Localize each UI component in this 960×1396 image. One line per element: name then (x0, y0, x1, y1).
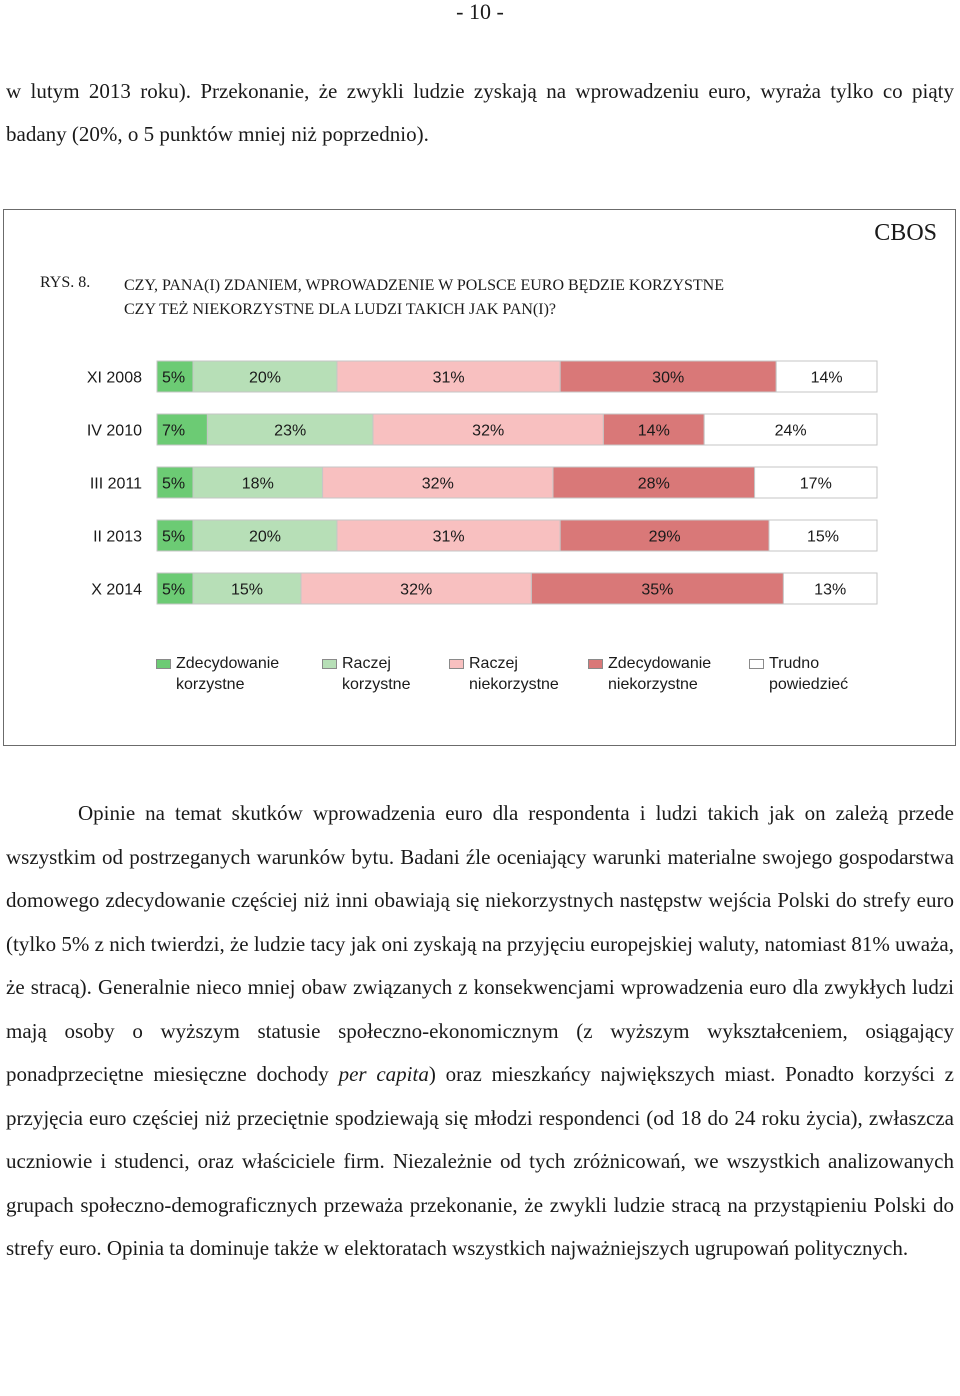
body-paragraph (6, 792, 954, 1271)
bar-value-label: 5% (162, 475, 186, 493)
legend-label-line-1: Trudno (769, 655, 820, 672)
legend-item (156, 653, 279, 695)
body-paragraph-text: Opinie na temat skutków wprowadzenia euro dla respondenta i ludzi takich jak on zależą przede wszystkim od postrzeganych warunków bytu. Badani źle oceniający warunki materialne swojego gospodarstwa domowego zdecydowanie częściej niż inni obawiają się niekorzystnych następstw wejścia Polski do strefy euro (tylko 5% z nich twierdzi, że ludzie tacy jak oni zyskają na przyjęciu europejskiej waluty, natomiast 81% uważa, że stracą). Generalnie nieco mniej obaw związanych z konsekwencjami wprowadzenia euro dla zwykłych ludzi mają osoby o wyższym statusie społeczno-ekonomicznym (z wyższym wykształceniem, osiągający ponadprzeciętne miesięczne dochody (6, 801, 954, 1086)
bar-value-label: 5% (162, 581, 186, 599)
category-label: XI 2008 (86, 369, 142, 387)
bar-value-label: 31% (432, 369, 465, 387)
bar-value-label: 20% (248, 369, 282, 387)
body-paragraph-end: ) oraz mieszkańcy największych miast. Ponadto korzyści z przyjęcia euro częściej niż przeciętnie spodziewają się młodzi respondenci (od 18 do 24 roku życia), zwłaszcza uczniowie i studenci, oraz właściciele firm. Niezależnie od tych zróżnicowań, we wszystkich analizowanych grupach społeczno-demograficznych przeważa przekonanie, że zwykli ludzie stracą na przystąpieniu Polski do strefy euro. Opinia ta dominuje także w elektoratach wszystkich najważniejszych ugrupowań politycznych. (6, 1062, 955, 1260)
bar-value-label: 20% (248, 528, 282, 546)
legend-swatch (588, 659, 603, 669)
bar-value-label: 23% (274, 422, 307, 440)
bar-value-label: 5% (162, 528, 186, 546)
category-label: II 2013 (93, 528, 142, 546)
bar-value-label: 35% (641, 581, 674, 599)
figure-title-line-2: CZY TEŻ NIEKORZYSTNE DLA LUDZI TAKICH JAK PAN(I)? (124, 301, 557, 318)
category-label: X 2014 (91, 581, 142, 599)
legend-swatch (322, 659, 337, 669)
body-italic: per capita (338, 1062, 429, 1086)
category-label: III 2011 (89, 475, 142, 493)
legend-swatch (449, 659, 464, 669)
bar-value-label: 24% (774, 422, 807, 440)
bar-value-label: 31% (432, 528, 465, 546)
bar-value-label: 13% (814, 581, 847, 599)
bar-value-label: 17% (799, 475, 832, 493)
bar-value-label: 29% (648, 528, 681, 546)
bar-value-label: 32% (421, 475, 454, 493)
figure-frame (3, 209, 956, 746)
bar-value-label: 30% (652, 369, 685, 387)
legend-label-line-2: powiedzieć (769, 676, 849, 693)
legend-item (749, 653, 848, 695)
legend-label-line-1: Zdecydowanie (608, 655, 712, 672)
legend-label-line-2: niekorzystne (469, 676, 559, 693)
legend-item (588, 653, 711, 695)
intro-paragraph: w lutym 2013 roku). Przekonanie, że zwykli ludzie zyskają na wprowadzeniu euro, wyraża tylko co piąty badany (20%, o 5 punktów mniej niż poprzednio). (6, 79, 954, 146)
bar-value-label: 18% (241, 475, 274, 493)
legend-label-line-2: korzystne (176, 676, 245, 693)
bar-value-label: 7% (162, 422, 186, 440)
legend-label-line-2: korzystne (342, 676, 411, 693)
legend-label-line-1: Zdecydowanie (176, 655, 280, 672)
chart-legend (156, 653, 916, 701)
page-number: - 10 - (456, 0, 504, 24)
bar-value-label: 14% (810, 369, 843, 387)
legend-swatch (749, 659, 764, 669)
figure-number: RYS. 8. (40, 274, 91, 291)
bar-value-label: 5% (162, 369, 186, 387)
legend-item (449, 653, 559, 695)
bar-value-label: 28% (637, 475, 670, 493)
bar-value-label: 15% (806, 528, 840, 546)
legend-label-line-2: niekorzystne (608, 676, 698, 693)
source-label: CBOS (874, 220, 937, 246)
stacked-bar-chart (4, 210, 954, 650)
bar-value-label: 32% (400, 581, 433, 599)
category-label: IV 2010 (86, 422, 142, 440)
bar-value-label: 15% (230, 581, 264, 599)
legend-label-line-1: Raczej (342, 655, 391, 672)
legend-item (322, 653, 410, 695)
bar-value-label: 14% (637, 422, 670, 440)
legend-label-line-1: Raczej (469, 655, 518, 672)
legend-swatch (156, 659, 171, 669)
bar-value-label: 32% (472, 422, 505, 440)
figure-title-line-1: CZY, PANA(I) ZDANIEM, WPROWADZENIE W POLSCE EURO BĘDZIE KORZYSTNE (124, 277, 724, 294)
